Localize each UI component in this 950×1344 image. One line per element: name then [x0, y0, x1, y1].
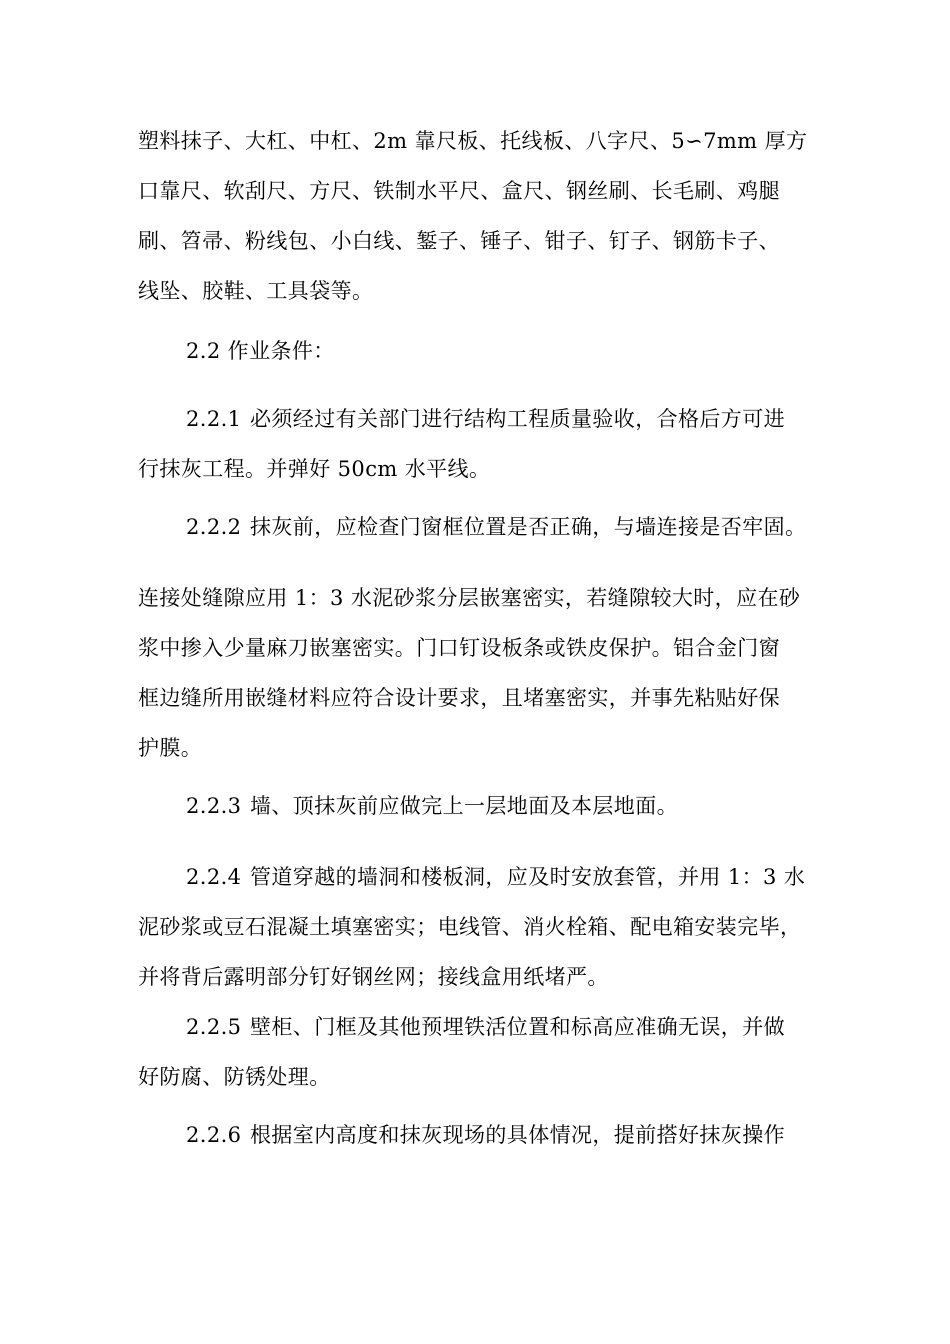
item-2-2-2-line-4: 框边缝所用嵌缝材料应符合设计要求，且堵塞密实，并事先粘贴好保 [138, 686, 780, 710]
item-2-2-3-line-1 [186, 791, 678, 821]
item-text: 壁柜、门框及其他预埋铁活位置和标高应准确无误，并做 [250, 1015, 785, 1039]
intro-line-2: 口靠尺、软刮尺、方尺、铁制水平尺、盒尺、钢丝刷、长毛刷、鸡腿 [138, 179, 780, 203]
item-text: 抹灰前，应检查门窗框位置是否正确，与墙连接是否牢固。 [250, 515, 807, 539]
intro-line-4: 线坠、胶鞋、工具袋等。 [138, 279, 374, 303]
item-2-2-4-line-1 [186, 862, 805, 892]
item-2-2-6-line-1 [186, 1120, 785, 1150]
item-text: 墙、顶抹灰前应做完上一层地面及本层地面。 [250, 794, 678, 818]
item-2-2-5-line-2: 好防腐、防锈处理。 [138, 1065, 331, 1089]
item-2-2-1-line-2: 行抹灰工程。并弹好 50cm 水平线。 [138, 457, 491, 481]
item-2-2-2-line-3: 浆中掺入少量麻刀嵌塞密实。门口钉设板条或铁皮保护。铝合金门窗 [138, 636, 780, 660]
item-number: 2.2.5 [186, 1015, 242, 1039]
item-2-2-2-line-2: 连接处缝隙应用 1：3 水泥砂浆分层嵌塞密实，若缝隙较大时，应在砂 [138, 586, 801, 610]
intro-line-1: 塑料抹子、大杠、中杠、2m 靠尺板、托线板、八字尺、5∽7mm 厚方 [138, 129, 808, 153]
item-text: 必须经过有关部门进行结构工程质量验收，合格后方可进 [250, 407, 785, 431]
intro-line-3: 刷、笤帚、粉线包、小白线、錾子、锤子、钳子、钉子、钢筋卡子、 [138, 229, 780, 253]
item-number: 2.2.1 [186, 407, 242, 431]
section-heading: 2.2 作业条件： [186, 339, 335, 363]
item-2-2-5-line-1 [186, 1012, 785, 1042]
item-2-2-2-line-1 [186, 512, 806, 542]
item-2-2-2-line-5: 护膜。 [138, 736, 203, 760]
item-number: 2.2.3 [186, 794, 242, 818]
item-2-2-1-line-1 [186, 404, 785, 434]
item-2-2-4-line-3: 并将背后露明部分钉好钢丝网；接线盒用纸堵严。 [138, 965, 609, 989]
item-number: 2.2.6 [186, 1123, 242, 1147]
item-number: 2.2.4 [186, 865, 242, 889]
item-number: 2.2.2 [186, 515, 242, 539]
item-2-2-4-line-2: 泥砂浆或豆石混凝土填塞密实；电线管、消火栓箱、配电箱安装完毕， [138, 915, 802, 939]
item-text: 管道穿越的墙洞和楼板洞，应及时安放套管，并用 1：3 水 [250, 865, 806, 889]
item-text: 根据室内高度和抹灰现场的具体情况，提前搭好抹灰操作 [250, 1123, 785, 1147]
